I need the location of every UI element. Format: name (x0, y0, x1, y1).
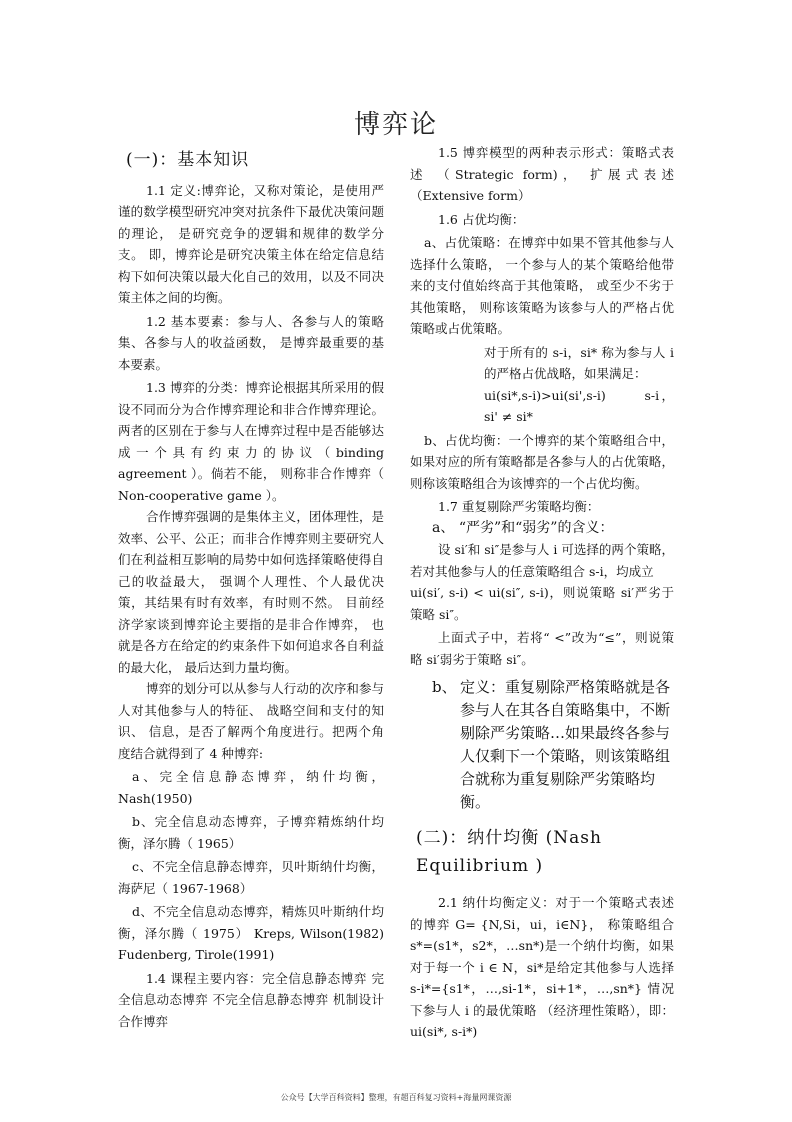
item-label-a: a、 (432, 519, 455, 536)
page-footer: 公众号【大学百科资料】整理，有超百科复习资料+海量网课资源 (280, 1093, 512, 1102)
item-body-b: 定义：重复剔除严格策略就是各参与人在其各自策略集中，不断剔除严劣策略…如果最终各参与人仅剩下一个策略，则该策略组合就称为重复剔除严劣策略均衡。 (460, 678, 671, 811)
paragraph-1-1: 1.1 定义:博弈论，又称对策论，是使用严谨的数学模型研究冲突对抗条件下最优决策问题的理论， 是研究竞争的逻辑和规律的数学分支。 即，博弈论是研究决策主体在给定信息结构下如何决策以最大化自己的效用，以及不同决策主体之间的均衡。 (118, 182, 384, 305)
paragraph-1-7-a-body: 设 si′和 si″是参与人 i 可选择的两个策略，若对其他参与人的任意策略组合 s-i，均成立 (410, 542, 674, 579)
paragraph-1-6-b: b、占优均衡：一个博弈的某个策略组合中， 如果对应的所有策略都是各参与人的占优策略， 则称该策略组合为该博弈的一个占优均衡。 (410, 432, 674, 491)
paragraph-1-7-a-heading (432, 518, 674, 540)
right-column (410, 142, 674, 1043)
paragraph-2-1: 2.1 纳什均衡定义：对于一个策略式表述的博弈 G= {N,Si，ui，i∈N}， 称策略组合 s*=(s1*，s2*，…sn*)是一个纳什均衡，如果对于每一个 i ∈ N，si*是给定其他参与人选择 s-i*={s1*，…,si-1*，si+1*，…,sn*} 情况下参与人 i 的最优策略 （经济理性策略），即：ui(si*, s-i*) (410, 895, 674, 1039)
paragraph-1-7-a-formula: ui(si′, s-i) < ui(si″, s-i)，则说策略 si′严劣于策略 si″。 (410, 585, 674, 622)
paragraph-1-2: 1.2 基本要素：参与人、各参与人的策略集、各参与人的收益函数， 是博弈最重要的基本要素。 (118, 313, 384, 372)
paragraph-1-3-b: 合作博弈强调的是集体主义，团体理性，是效率、公平、公正；而非合作博弈则主要研究人们在利益相互影响的局势中如何选择策略使得自己的收益最大， 强调个人理性、个人最优决策，其结果有时有效率，有时则不然。 目前经济学家谈到博弈论主要指的是非合作博弈， 也就是各方在给定的约束条件下如何追求各自利益的最大化， 最后达到力量均衡。 (118, 509, 384, 675)
section-heading-nash: (二)：纳什均衡 (Nash Equilibrium ) (416, 828, 602, 876)
paragraph-1-3-c: 博弈的划分可以从参与人行动的次序和参与人对其他参与人的特征、 战略空间和支付的知识、 信息，是否了解两个角度进行。把两个角度结合就得到了 4 种博弈: (118, 681, 384, 761)
item-title-a: “严劣”和“弱劣”的含义： (458, 519, 614, 536)
game-kind-c: c、不完全信息静态博弈，贝叶斯纳什均衡，海萨尼（ 1967-1968） (118, 859, 384, 896)
paragraph-1-5: 1.5 博弈模型的两种表示形式：策略式表述 （Strategic form)， 扩展式表述（Extensive form） (410, 145, 674, 203)
paragraph-1-3-a: 1.3 博弈的分类：博弈论根据其所采用的假设不同而分为合作博弈理论和非合作博弈理论。 两者的区别在于参与人在博弈过程中是否能够达成一个具有约束力的协议（binding agreement ）。倘若不能， 则称非合作博弈（ Non-cooperative game ）。 (118, 380, 384, 503)
paragraph-1-7-title: 1.7 重复剔除严劣策略均衡： (438, 499, 600, 514)
game-kind-a: a、完全信息静态博弈，纳什均衡，Nash(1950) (118, 769, 384, 806)
item-label-b: b、 (432, 678, 457, 696)
paragraph-1-6-title: 1.6 占优均衡： (438, 211, 525, 227)
section-heading-basics: (一)：基本知识 (126, 150, 250, 170)
paragraph-1-6-a: a、占优策略：在博弈中如果不管其他参与人选择什么策略， 一个参与人的某个策略给他带来的支付值始终高于其他策略， 或至少不劣于其他策略， 则称该策略为该参与人的严格占优策略或占优策略。 (410, 235, 674, 336)
paragraph-1-7-b (410, 676, 674, 814)
dominant-definition: 对于所有的 s-i，si* 称为参与人 i 的严格占优战略，如果满足： (484, 344, 674, 381)
left-column (118, 150, 384, 1032)
game-kind-d: d、不完全信息动态博弈，精炼贝叶斯纳什均衡，泽尔腾（ 1975） Kreps, Wilson(1982) Fudenberg, Tirole(1991) (118, 904, 384, 962)
page-title: 博弈论 (353, 110, 438, 140)
paragraph-1-7-a-weak: 上面式子中，若将“ <”改为“≤”，则说策略 si′弱劣于策略 si″。 (410, 630, 674, 667)
paragraph-1-4: 1.4 课程主要内容：完全信息静态博弈 完全信息动态博弈 不完全信息静态博弈 机制设计 合作博弈 (118, 970, 384, 1029)
dominant-inequality: ui(si*,s-i)>ui(si',s-i) s-i， si' ≠ si* (484, 387, 674, 424)
game-kind-b: b、完全信息动态博弈，子博弈精炼纳什均衡，泽尔腾（ 1965） (118, 814, 384, 851)
